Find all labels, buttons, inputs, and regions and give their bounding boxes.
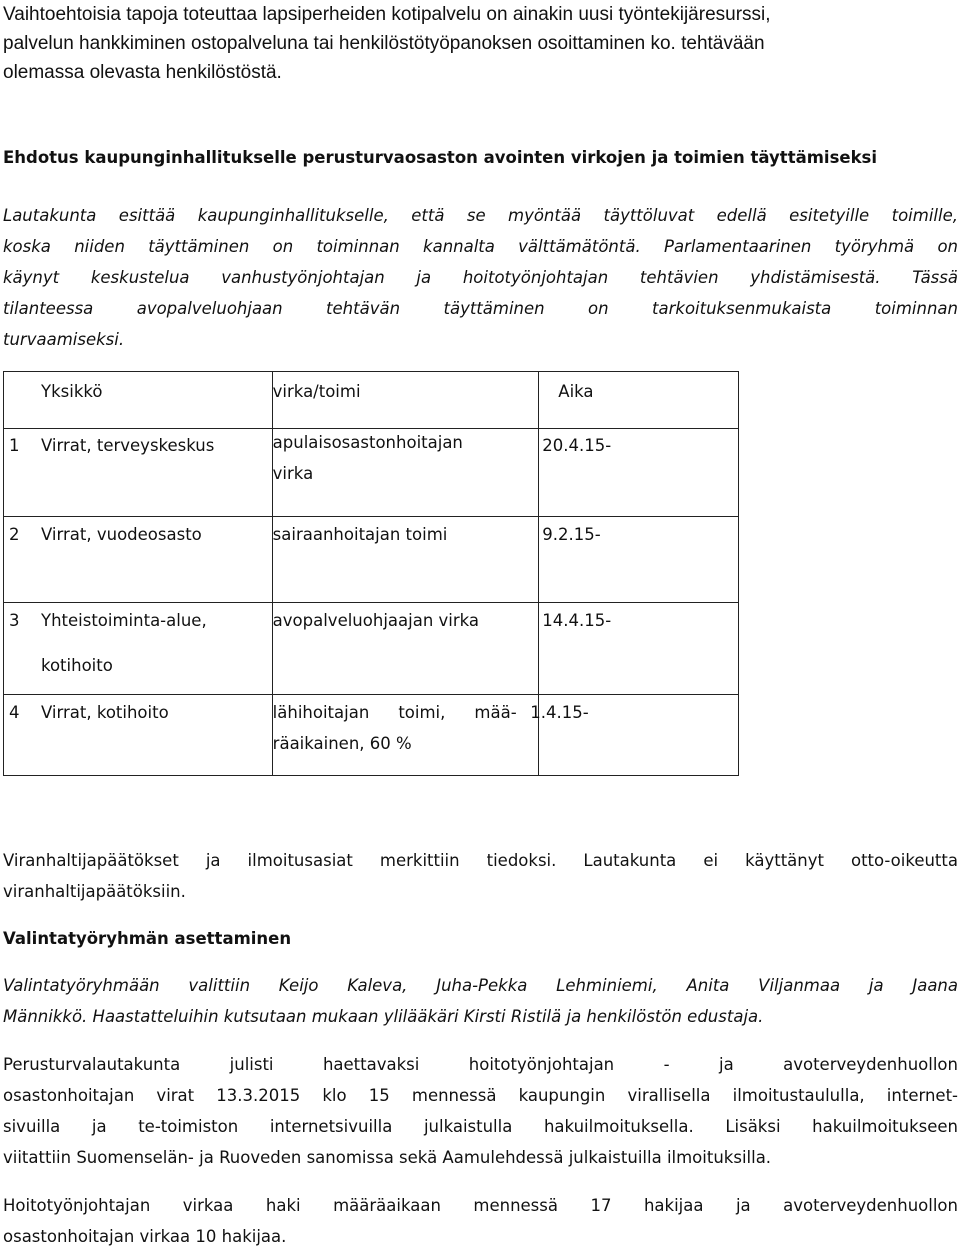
row-position-line: avopalveluohjaajan virka <box>272 611 480 630</box>
selection-group-paragraph <box>3 970 958 1032</box>
row-unit: Yhteistoiminta-alue, <box>41 611 207 630</box>
row-date: 14.4.15- <box>542 611 612 630</box>
announcement-line: sivuilla ja te-toimiston internetsivuilla julkaistulla hakuilmoituksella. Lisäksi hakuilmoitukseen <box>3 1117 958 1136</box>
table-cell-position <box>272 603 539 695</box>
row-number: 4 <box>9 703 20 722</box>
row-unit: kotihoito <box>41 656 113 675</box>
row-date: 9.2.15- <box>542 525 601 544</box>
announcement-line: osastonhoitajan virat 13.3.2015 klo 15 mennessä kaupungin virallisella ilmoitustaululla, internet- <box>3 1086 958 1105</box>
proposal-line: koska niiden täyttäminen on toiminnan kannalta välttämätöntä. Parlamentaarinen työryhmä on <box>3 237 958 256</box>
row-number: 2 <box>9 525 20 544</box>
intro-line: palvelun hankkiminen ostopalveluna tai henkilöstötyöpanoksen osoittaminen ko. tehtävään <box>3 33 765 54</box>
group-line-tail: Haastatteluihin kutsutaan mukaan ylilääkäri Kirsti Ristilä ja henkilöstön edustaja. <box>87 1007 764 1026</box>
table-row <box>4 517 739 603</box>
table-header-cell <box>272 372 539 429</box>
row-unit: Virrat, kotihoito <box>41 703 169 722</box>
row-position-line: sairaanhoitajan toimi <box>272 525 448 544</box>
announcement-paragraph <box>3 1049 958 1173</box>
decisions-paragraph <box>3 845 958 907</box>
positions-table <box>3 371 739 776</box>
row-position-line: virka <box>272 464 314 483</box>
row-date: 1.4.15- <box>530 703 589 722</box>
header-unit: Yksikkö <box>41 382 103 401</box>
applicants-line: Hoitotyönjohtajan virkaa haki määräaikaan mennessä 17 hakijaa ja avoterveydenhuollon <box>3 1196 958 1215</box>
decisions-line: viranhaltijapäätöksiin. <box>3 882 186 901</box>
header-date: Aika <box>558 382 594 401</box>
table-row <box>4 603 739 695</box>
group-line: Valintatyöryhmään valittiin Keijo Kaleva, Juha-Pekka Lehminiemi, Anita Viljanmaa ja Jaana <box>3 976 958 995</box>
table-cell-date <box>539 429 739 517</box>
applicants-paragraph <box>3 1190 958 1252</box>
table-cell-unit <box>4 517 273 603</box>
row-position-line: apulaisosastonhoitajan <box>272 433 463 452</box>
intro-line: olemassa olevasta henkilöstöstä. <box>3 62 282 83</box>
row-unit: Virrat, terveyskeskus <box>41 436 215 455</box>
table-cell-date <box>530 695 739 776</box>
table-row <box>4 695 739 776</box>
table-cell-position <box>272 695 539 776</box>
intro-paragraph <box>3 0 958 87</box>
table-cell-date <box>539 517 739 603</box>
group-line: Männikkö. <box>3 1007 88 1026</box>
table-cell-date <box>539 603 739 695</box>
row-number: 1 <box>9 436 20 455</box>
table-cell-unit <box>4 695 273 776</box>
proposal-line: Lautakunta esittää kaupunginhallitukselle, että se myöntää täyttöluvat edellä esitetyille toimille, <box>3 206 958 225</box>
row-position-line: räaikainen, 60 % <box>272 734 412 753</box>
table-cell-position <box>272 429 539 517</box>
header-position: virka/toimi <box>272 382 361 401</box>
row-position-line: lähihoitajan toimi, mää- <box>272 703 517 722</box>
table-row <box>4 429 739 517</box>
table-cell-position <box>272 517 539 603</box>
proposal-line: käynyt keskustelua vanhustyönjohtajan ja hoitotyönjohtajan tehtävien yhdistämisestä. Tässä <box>3 268 958 287</box>
table-cell-unit <box>4 603 273 695</box>
row-unit: Virrat, vuodeosasto <box>41 525 202 544</box>
proposal-line: turvaamiseksi. <box>3 330 125 349</box>
decisions-line: Viranhaltijapäätökset ja ilmoitusasiat merkittiin tiedoksi. Lautakunta ei käyttänyt otto-oikeutta <box>3 851 958 870</box>
row-date: 20.4.15- <box>542 436 612 455</box>
table-cell-unit <box>4 429 273 517</box>
section-heading-proposal: Ehdotus kaupunginhallitukselle perusturvaosaston avointen virkojen ja toimien täyttämiseksi <box>3 148 878 167</box>
announcement-line: Perusturvalautakunta julisti haettavaksi hoitotyönjohtajan - ja avoterveydenhuollon <box>3 1055 958 1074</box>
intro-line: Vaihtoehtoisia tapoja toteuttaa lapsiperheiden kotipalvelu on ainakin uusi työntekijäresurssi, <box>3 4 771 25</box>
row-number: 3 <box>9 611 20 630</box>
table-header-cell <box>539 372 739 429</box>
proposal-paragraph <box>3 200 958 355</box>
applicants-line: osastonhoitajan virkaa 10 hakijaa. <box>3 1227 287 1246</box>
proposal-line: tilanteessa avopalveluohjaan tehtävän täyttäminen on tarkoituksenmukaista toiminnan <box>3 299 958 318</box>
section-heading-selection-group: Valintatyöryhmän asettaminen <box>3 929 292 948</box>
announcement-line: viitattiin Suomenselän- ja Ruoveden sanomissa sekä Aamulehdessä julkaistuilla ilmoituksilla. <box>3 1148 772 1167</box>
